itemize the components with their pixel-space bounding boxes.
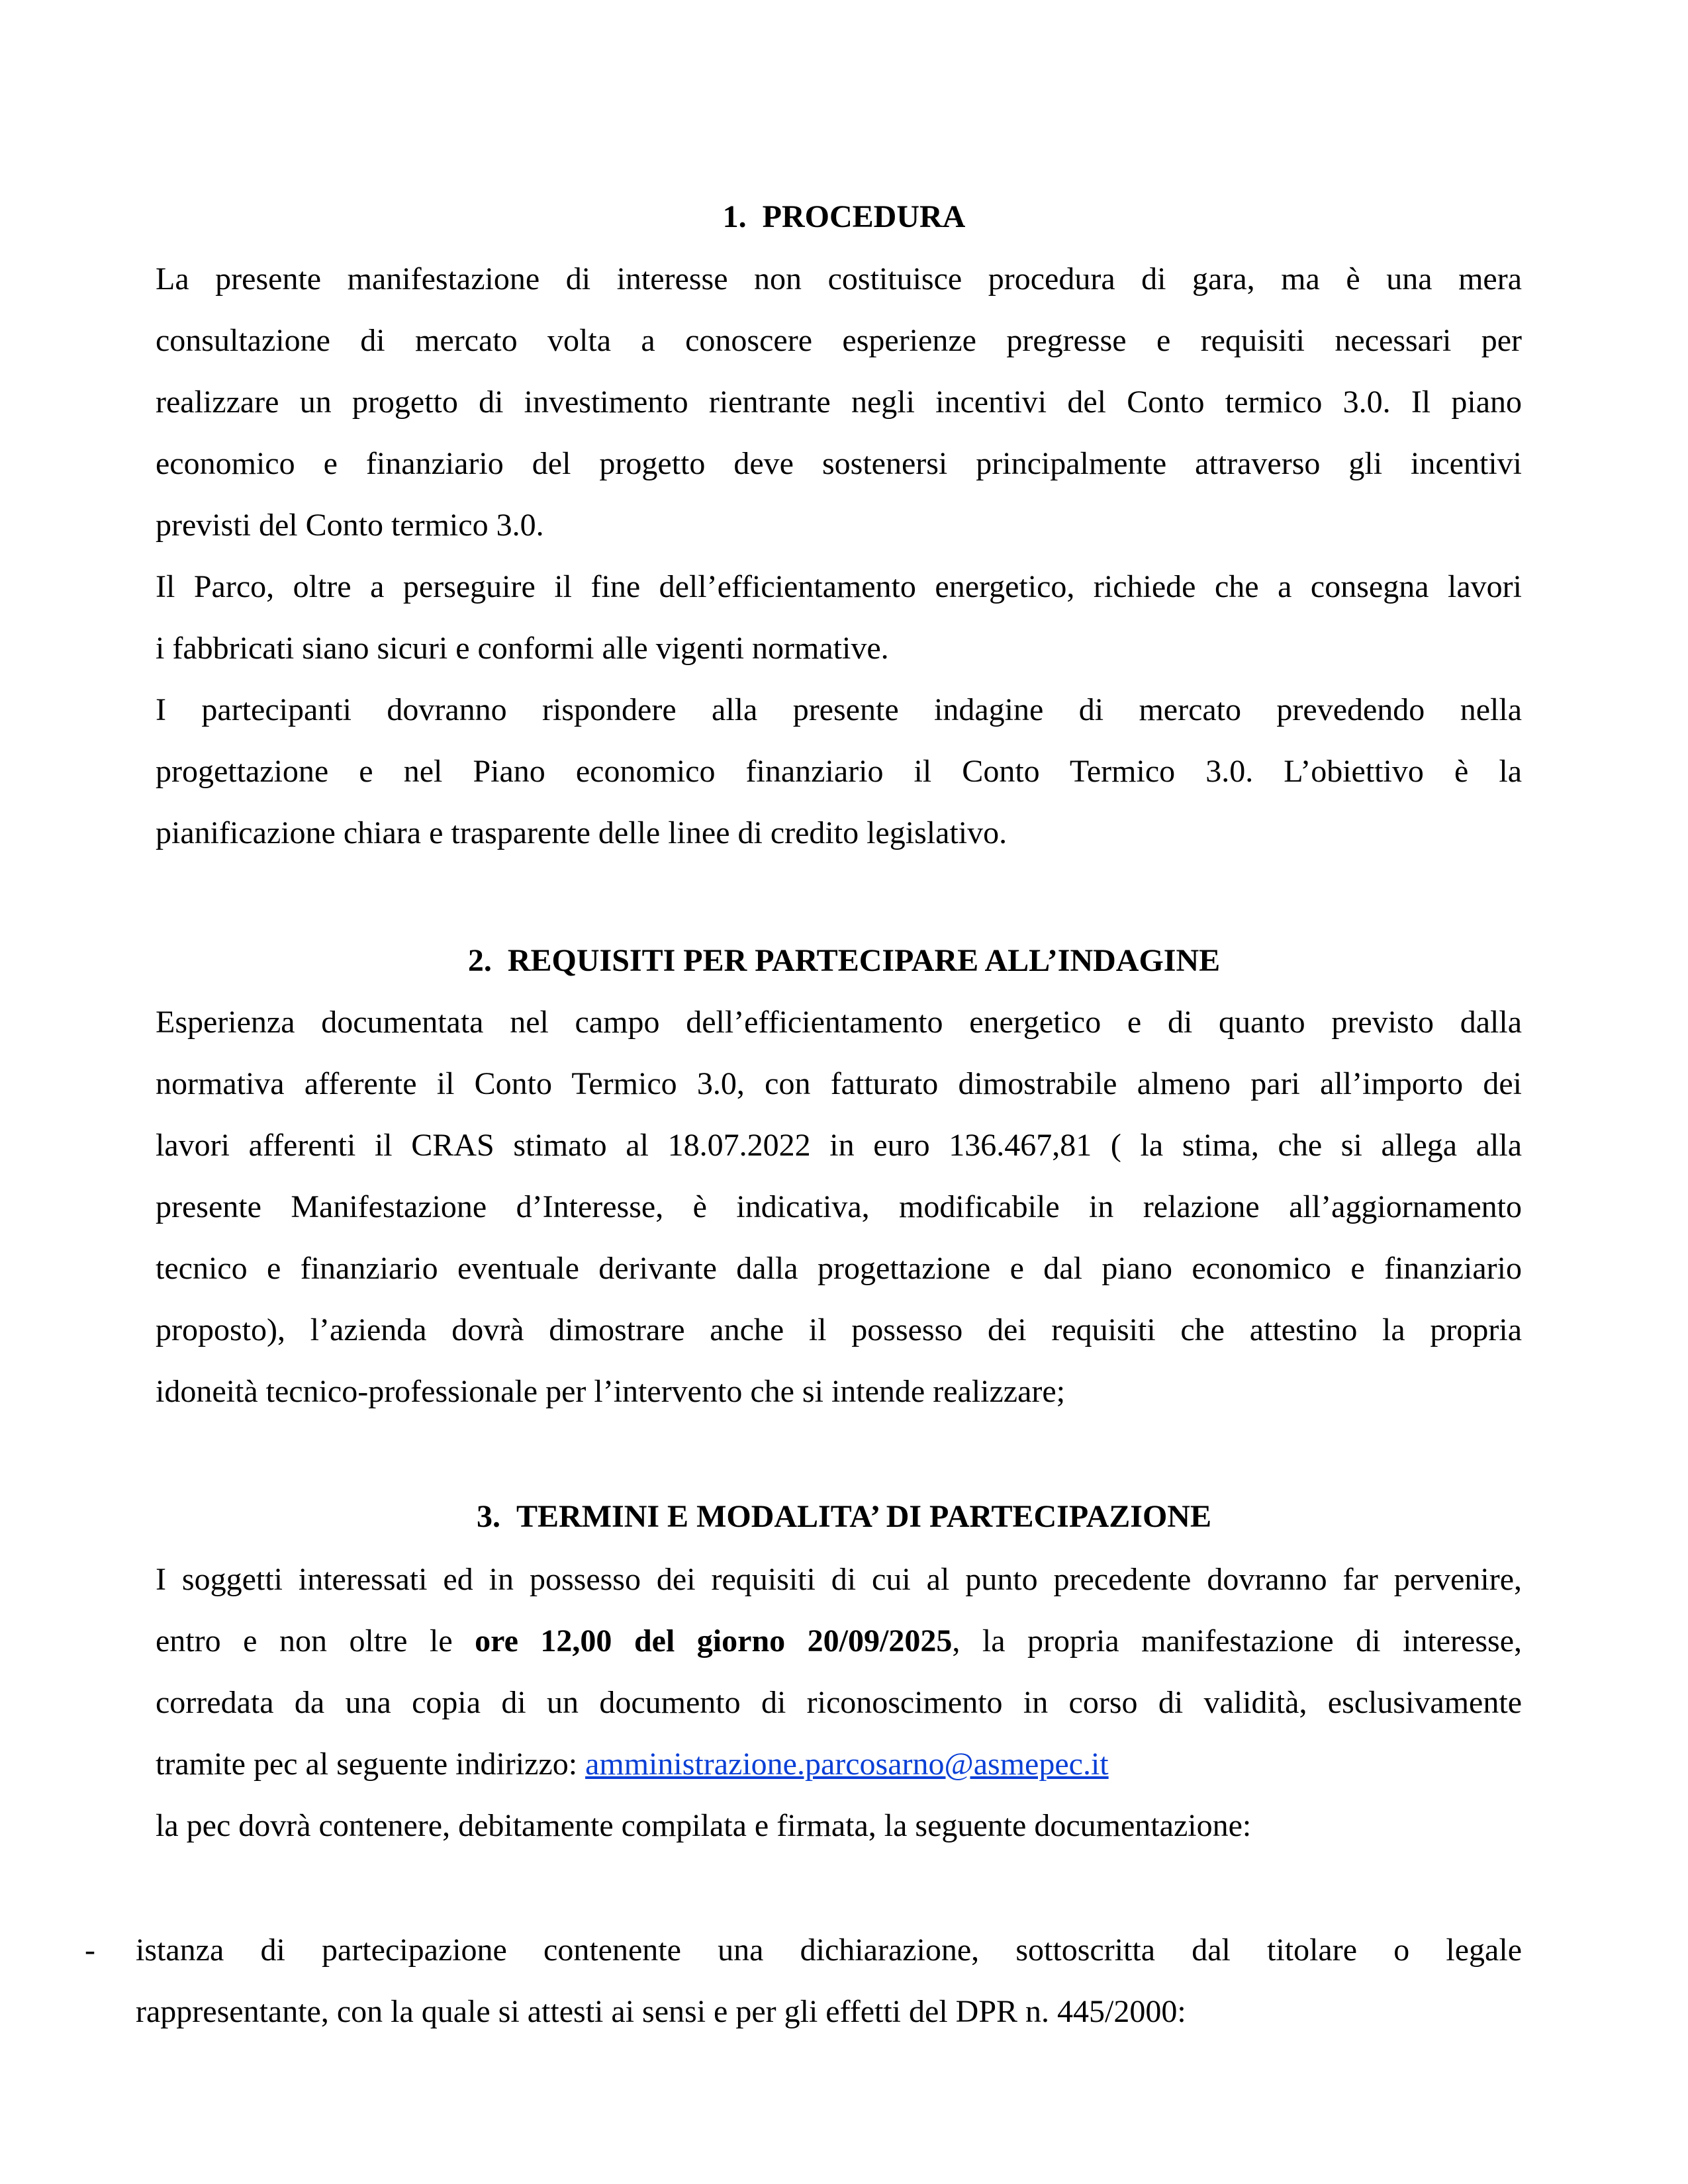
section-title: REQUISITI PER PARTECIPARE ALL’INDAGINE: [507, 943, 1221, 978]
section-number: 3.: [477, 1499, 501, 1534]
text-fragment: tramite pec al seguente indirizzo:: [156, 1747, 586, 1782]
section-heading-procedura: [0, 197, 1688, 237]
text-line: Il Parco, oltre a perseguire il fine dell’efficientamento energetico, richiede che a consegna lavori: [156, 569, 1522, 604]
text-line: lavori afferenti il CRAS stimato al 18.07.2022 in euro 136.467,81 ( la stima, che si allega alla: [156, 1128, 1522, 1163]
text-line: i fabbricati siano sicuri e conformi alle vigenti normative.: [156, 631, 889, 666]
text-line-pec: [156, 1733, 1522, 1795]
bullet-marker: -: [85, 1933, 95, 1968]
text-line: rappresentante, con la quale si attesti ai sensi e per gli effetti del DPR n. 445/2000:: [136, 1994, 1186, 2029]
text-line: pianificazione chiara e trasparente delle linee di credito legislativo.: [156, 815, 1008, 850]
text-fragment: , la propria manifestazione di interesse,: [952, 1623, 1523, 1659]
text-line: corredata da una copia di un documento di riconoscimento in corso di validità, esclusivamente: [156, 1685, 1522, 1720]
text-line: idoneità tecnico-professionale per l’intervento che si intende realizzare;: [156, 1374, 1066, 1409]
text-line: normativa afferente il Conto Termico 3.0, con fatturato dimostrabile almeno pari all’importo dei: [156, 1066, 1522, 1101]
text-line: consultazione di mercato volta a conoscere esperienze pregresse e requisiti necessari per: [156, 323, 1522, 358]
text-line: tecnico e finanziario eventuale derivante dalla progettazione e dal piano economico e finanziario: [156, 1251, 1522, 1286]
section-title: TERMINI E MODALITA’ DI PARTECIPAZIONE: [516, 1499, 1211, 1534]
section-title: PROCEDURA: [762, 199, 966, 234]
text-line-deadline: [156, 1610, 1522, 1672]
paragraph: [156, 991, 1522, 1422]
text-line: realizzare un progetto di investimento rientrante negli incentivi del Conto termico 3.0. Il piano: [156, 385, 1522, 420]
text-line: Esperienza documentata nel campo dell’efficientamento energetico e di quanto previsto dalla: [156, 1005, 1522, 1040]
text-line: progettazione e nel Piano economico finanziario il Conto Termico 3.0. L’obiettivo è la: [156, 754, 1522, 789]
text-line: I soggetti interessati ed in possesso dei requisiti di cui al punto precedente dovranno far pervenire,: [156, 1562, 1522, 1597]
text-line: La presente manifestazione di interesse non costituisce procedura di gara, ma è una mera: [156, 261, 1522, 296]
paragraph: [156, 248, 1522, 556]
text-line: istanza di partecipazione contenente una dichiarazione, sottoscritta dal titolare o legale: [136, 1933, 1522, 1968]
section-heading-requisiti: [0, 941, 1688, 981]
paragraph: [156, 679, 1522, 864]
email-link[interactable]: amministrazione.parcosarno@asmepec.it: [585, 1747, 1109, 1782]
text-fragment: entro e non oltre le: [156, 1623, 475, 1659]
text-line: la pec dovrà contenere, debitamente compilata e firmata, la seguente documentazione:: [156, 1808, 1252, 1843]
text-line: proposto), l’azienda dovrà dimostrare anche il possesso dei requisiti che attestino la propria: [156, 1312, 1522, 1347]
paragraph: [156, 556, 1522, 679]
text-line: presente Manifestazione d’Interesse, è indicativa, modificabile in relazione all’aggiornamento: [156, 1189, 1522, 1224]
section-number: 1.: [722, 199, 747, 234]
text-line: previsti del Conto termico 3.0.: [156, 508, 544, 543]
text-line: economico e finanziario del progetto deve sostenersi principalmente attraverso gli incentivi: [156, 446, 1522, 481]
section-heading-termini: [0, 1497, 1688, 1537]
deadline-bold: ore 12,00 del giorno 20/09/2025: [475, 1623, 953, 1659]
section-number: 2.: [467, 943, 492, 978]
bullet-item: [136, 1919, 1522, 2042]
paragraph: [156, 1549, 1522, 1856]
text-line: I partecipanti dovranno rispondere alla presente indagine di mercato prevedendo nella: [156, 692, 1522, 727]
